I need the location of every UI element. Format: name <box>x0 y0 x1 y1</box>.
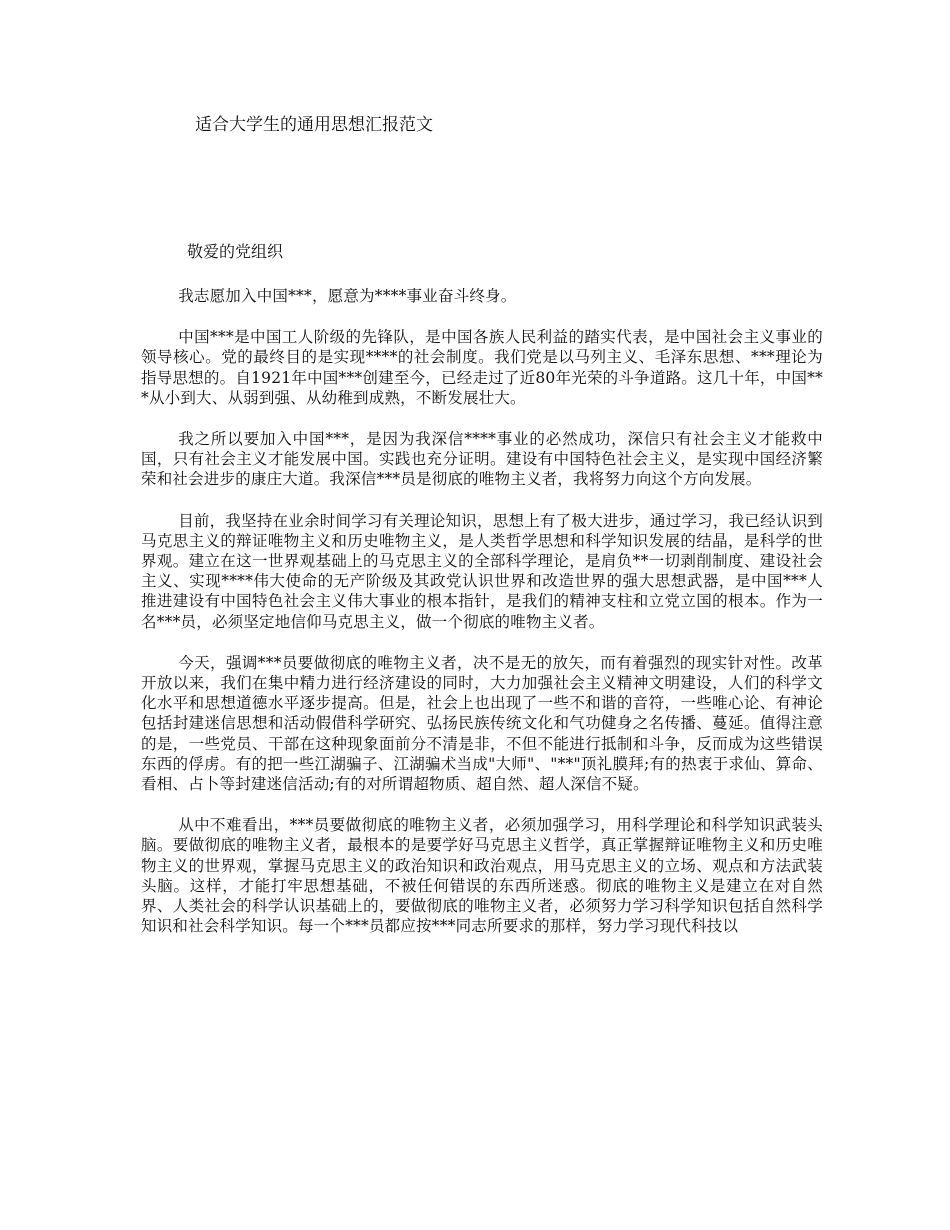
document-title: 适合大学生的通用思想汇报范文 <box>195 115 433 135</box>
paragraph-2: 中国***是中国工人阶级的先锋队，是中国各族人民利益的踏实代表，是中国社会主义事业的领导核心。党的最终目的是实现****的社会制度。我们党是以马列主义、毛泽东思想、***理论为指导思想的。自1921年中国***创建至今，已经走过了近80年光荣的斗争道路。这几十年，中国***从小到大、从弱到强、从幼稚到成熟，不断发展壮大。 <box>141 328 823 407</box>
paragraph-5: 今天，强调***员要做彻底的唯物主义者，决不是无的放矢，而有着强烈的现实针对性。改革开放以来，我们在集中精力进行经济建设的同时，大力加强社会主义精神文明建设，人们的科学文化水平和思想道德水平逐步提高。但是，社会上也出现了一些不和谐的音符，一些唯心论、有神论包括封建迷信思想和活动假借科学研究、弘扬民族传统文化和气功健身之名传播、蔓延。值得注意的是，一些党员、干部在这种现象面前分不清是非，不但不能进行抵制和斗争，反而成为这些错误东西的俘虏。有的把一些江湖骗子、江湖骗术当成"大师"、"**"顶礼膜拜;有的热衷于求仙、算命、看相、占卜等封建迷信活动;有的对所谓超物质、超自然、超人深信不疑。 <box>141 653 823 794</box>
document-body <box>141 286 823 957</box>
paragraph-6: 从中不难看出，***员要做彻底的唯物主义者，必须加强学习，用科学理论和科学知识武装头脑。要做彻底的唯物主义者，最根本的是要学好马克思主义哲学，真正掌握辩证唯物主义和历史唯物主义的世界观，掌握马克思主义的政治知识和政治观点，用马克思主义的立场、观点和方法武装头脑。这样，才能打牢思想基础，不被任何错误的东西所迷惑。彻底的唯物主义是建立在对自然界、人类社会的科学认识基础上的，要做彻底的唯物主义者，必须努力学习科学知识包括自然科学知识和社会科学知识。每一个***员都应按***同志所要求的那样，努力学习现代科技以 <box>141 816 823 936</box>
paragraph-3: 我之所以要加入中国***，是因为我深信****事业的必然成功，深信只有社会主义才能救中国，只有社会主义才能发展中国。实践也充分证明。建设有中国特色社会主义，是实现中国经济繁荣和社会进步的康庄大道。我深信***员是彻底的唯物主义者，我将努力向这个方向发展。 <box>141 430 823 489</box>
paragraph-4: 目前，我坚持在业余时间学习有关理论知识，思想上有了极大进步，通过学习，我已经认识到马克思主义的辩证唯物主义和历史唯物主义，是人类哲学思想和科学知识发展的结晶，是科学的世界观。建立在这一世界观基础上的马克思主义的全部科学理论，是肩负**一切剥削制度、建设社会主义、实现****伟大使命的无产阶级及其政党认识世界和改造世界的强大思想武器，是中国***人推进建设有中国特色社会主义伟大事业的根本指针，是我们的精神支柱和立党立国的根本。作为一名***员，必须坚定地信仰马克思主义，做一个彻底的唯物主义者。 <box>141 511 823 631</box>
salutation: 敬爱的党组织 <box>187 242 284 261</box>
paragraph-1: 我志愿加入中国***，愿意为****事业奋斗终身。 <box>178 287 517 305</box>
